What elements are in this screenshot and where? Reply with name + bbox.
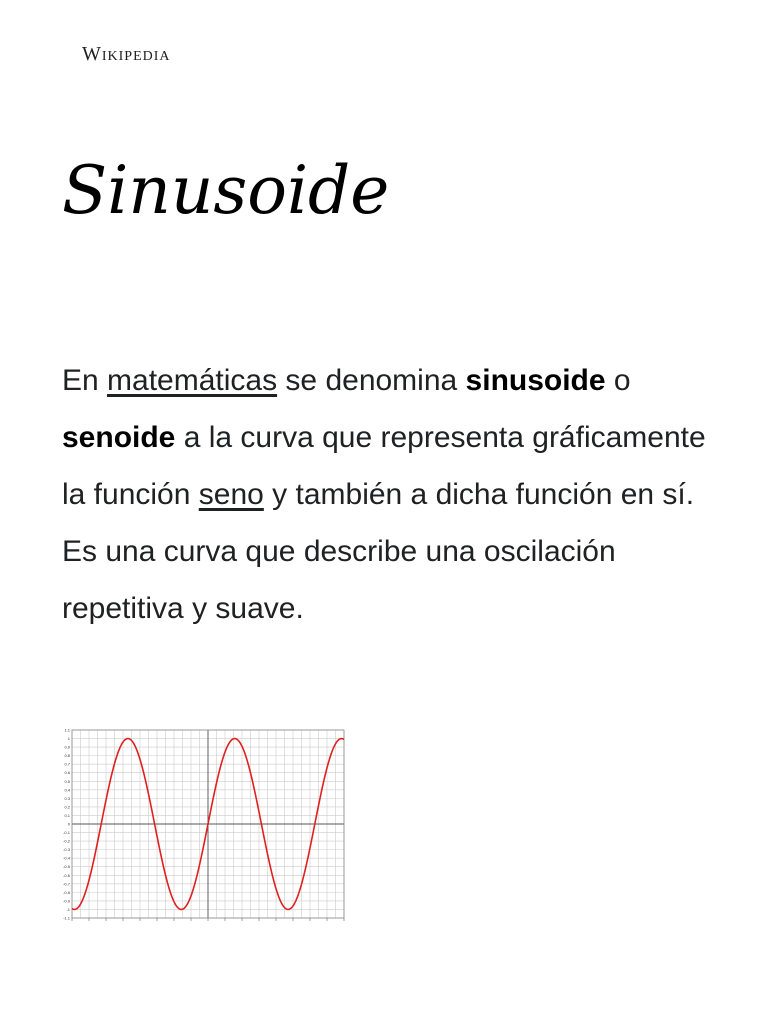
y-tick-label: 0.4 — [64, 787, 70, 793]
y-tick-label: -1.1 — [63, 915, 70, 921]
lead-text-4: a la curva que representa gráficamente la función — [62, 421, 706, 511]
y-tick-label: -0.4 — [63, 855, 70, 861]
y-tick-label: 0 — [67, 821, 70, 827]
lead-paragraph — [62, 352, 732, 637]
sine-graph-figure[interactable] — [60, 724, 350, 930]
lead-text-1: En — [62, 364, 108, 397]
wikipedia-logo[interactable]: Wikipedia — [82, 43, 171, 65]
y-tick-label: 0.6 — [64, 770, 70, 776]
y-tick-label: 0.2 — [64, 804, 70, 810]
lead-text-2: se denomina — [277, 364, 466, 397]
lead-text-3: o — [605, 364, 631, 397]
y-tick-label: 0.7 — [64, 761, 70, 767]
y-tick-label: 1 — [67, 736, 70, 742]
lead-text-5: y también a dicha función en sí. Es una curva que describe una oscilación repetitiva y suave. — [62, 478, 695, 625]
bold-sinusoide: sinusoide — [465, 364, 606, 397]
link-seno[interactable]: seno — [198, 478, 264, 511]
page-title: Sinusoide — [62, 152, 390, 229]
y-tick-label: -1 — [66, 906, 70, 912]
link-matematicas[interactable]: matemáticas — [107, 364, 278, 397]
y-tick-label: -0.7 — [63, 881, 70, 887]
y-tick-label: -0.3 — [63, 847, 70, 853]
y-tick-label: 0.3 — [64, 795, 70, 801]
y-tick-label: 0.5 — [64, 778, 70, 784]
sine-graph — [60, 724, 350, 930]
y-tick-label: 0.8 — [64, 753, 70, 759]
y-tick-label: -0.8 — [63, 889, 70, 895]
y-tick-label: -0.9 — [63, 898, 70, 904]
y-tick-label: 0.1 — [64, 812, 70, 818]
y-tick-label: -0.1 — [63, 830, 70, 836]
y-tick-label: -0.5 — [63, 864, 70, 870]
y-tick-label: 0.9 — [64, 744, 70, 750]
y-tick-label: 1.1 — [64, 727, 70, 733]
y-tick-label: -0.6 — [63, 872, 70, 878]
y-tick-label: -0.2 — [63, 838, 70, 844]
bold-senoide: senoide — [62, 421, 176, 454]
